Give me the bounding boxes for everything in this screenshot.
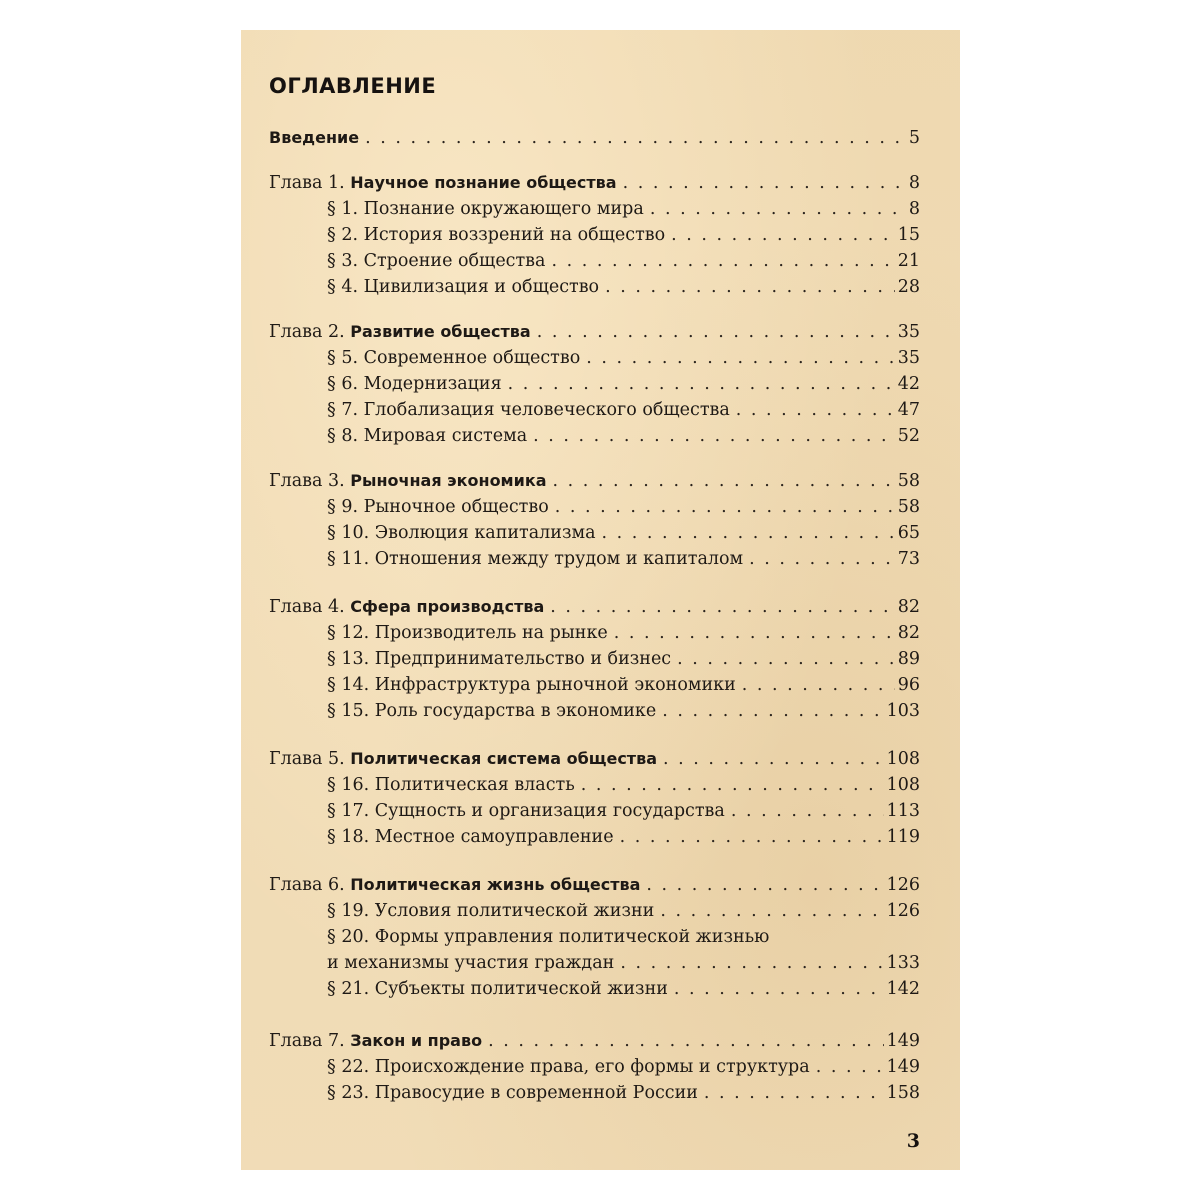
chapter-prefix: Глава 5. [269,749,351,769]
section-title: § 18. Местное самоуправление [327,827,614,847]
toc-section[interactable] [327,348,920,374]
dot-leader [736,400,895,420]
dot-leader [551,251,894,271]
toc-section[interactable] [327,701,920,727]
toc-page-number: 58 [897,471,920,491]
section-title: § 1. Познание окружающего мира [327,199,644,219]
dot-leader [533,426,895,446]
dot-leader [508,374,895,394]
toc-section[interactable] [327,549,920,575]
book-page [241,30,960,1170]
dot-leader [365,128,906,148]
dot-leader [816,1057,884,1077]
section-title: § 4. Цивилизация и общество [327,277,600,297]
dot-leader [674,979,884,999]
toc-page-number: 108 [886,775,920,795]
dot-leader [614,623,895,643]
toc-page-number: 21 [897,251,920,271]
section-title: § 19. Условия политической жизни [327,901,655,921]
chapter-title: Политическая система общества [350,749,657,768]
chapter-title: Рыночная экономика [350,471,547,490]
chapter-prefix: Глава 2. [269,322,351,342]
toc-section[interactable] [327,827,920,853]
toc-chapter[interactable] [269,1031,920,1057]
dot-leader [742,675,895,695]
section-title: § 13. Предпринимательство и бизнес [327,649,672,669]
dot-leader [704,1083,884,1103]
toc-page-number: 113 [886,801,920,821]
section-title: § 10. Эволюция капитализма [327,523,596,543]
toc-page-number: 149 [886,1031,920,1051]
section-title: § 15. Роль государства в экономике [327,701,657,721]
section-title-continued: и механизмы участия граждан [327,953,615,973]
toc-section[interactable] [327,675,920,701]
toc-page-number: 28 [897,277,920,297]
dot-leader [620,827,884,847]
dot-leader [605,277,895,297]
toc-section[interactable] [327,251,920,277]
toc-page-number: 82 [897,597,920,617]
toc-page-number: 149 [886,1057,920,1077]
dot-leader [749,549,895,569]
section-title: § 6. Модернизация [327,374,502,394]
toc-page-number: 82 [897,623,920,643]
section-title: § 8. Мировая система [327,426,528,446]
toc-page-number: 103 [886,701,920,721]
chapter-title: Закон и право [350,1031,483,1050]
toc-page-number: 126 [886,901,920,921]
section-title: § 7. Глобализация человеческого общества [327,400,730,420]
dot-leader [646,875,883,895]
toc-chapter[interactable] [269,875,920,901]
chapter-prefix: Глава 1. [269,173,351,193]
toc-section[interactable] [327,225,920,251]
dot-leader [581,775,884,795]
toc-chapter[interactable] [269,471,920,497]
toc-heading: ОГЛАВЛЕНИЕ [269,74,437,98]
chapter-title: Развитие общества [350,322,531,341]
chapter-prefix: Глава 3. [269,471,351,491]
toc-page-number: 142 [886,979,920,999]
toc-entry-title: Введение [269,128,360,147]
dot-leader [663,749,884,769]
section-title: § 9. Рыночное общество [327,497,549,517]
toc-chapter[interactable] [269,749,920,775]
page-number: 3 [906,1130,920,1152]
toc-page-number: 65 [897,523,920,543]
toc-page-number: 108 [886,749,920,769]
dot-leader [650,199,906,219]
section-title: § 5. Современное общество [327,348,581,368]
toc-section[interactable] [327,1057,920,1083]
toc-page-number: 96 [897,675,920,695]
chapter-prefix: Глава 6. [269,875,351,895]
section-title: § 12. Производитель на рынке [327,623,608,643]
toc-chapter[interactable] [269,597,920,623]
toc-chapter[interactable] [269,173,920,199]
dot-leader [602,523,895,543]
section-title: § 11. Отношения между трудом и капиталом [327,549,744,569]
toc-section[interactable] [327,649,920,675]
toc-page-number: 8 [908,199,920,219]
toc-page-number: 47 [897,400,920,420]
dot-leader [677,649,895,669]
section-title: § 17. Сущность и организация государства [327,801,725,821]
toc-section[interactable] [327,801,920,827]
toc-page-number: 58 [897,497,920,517]
chapter-prefix: Глава 7. [269,1031,351,1051]
section-title: § 22. Происхождение права, его формы и структура [327,1057,810,1077]
toc-section[interactable] [327,400,920,426]
toc-section[interactable] [327,1083,920,1109]
toc-page-number: 5 [908,128,920,148]
section-title: § 3. Строение общества [327,251,546,271]
toc-section[interactable] [327,374,920,400]
dot-leader [550,597,894,617]
toc-section[interactable] [327,979,920,1005]
toc-page-number: 15 [897,225,920,245]
toc-section[interactable] [327,953,920,979]
section-title: § 14. Инфраструктура рыночной экономики [327,675,736,695]
chapter-title: Политическая жизнь общества [350,875,641,894]
toc-page-number: 73 [897,549,920,569]
section-title: § 16. Политическая власть [327,775,575,795]
dot-leader [555,497,895,517]
dot-leader [537,322,895,342]
dot-leader [488,1031,884,1051]
dot-leader [731,801,884,821]
toc-section[interactable] [327,426,920,452]
dot-leader [553,471,895,491]
section-title[interactable]: § 20. Формы управления политической жизнью [327,927,770,947]
dot-leader [660,901,883,921]
section-title: § 23. Правосудие в современной России [327,1083,698,1103]
dot-leader [671,225,895,245]
toc-section[interactable] [327,277,920,303]
section-title: § 21. Субъекты политической жизни [327,979,668,999]
toc-page-number: 8 [908,173,920,193]
toc-section[interactable] [327,775,920,801]
toc-page-number: 35 [897,348,920,368]
toc-entry-intro[interactable] [269,128,920,154]
toc-section[interactable] [327,901,920,927]
toc-section[interactable] [327,199,920,225]
dot-leader [586,348,894,368]
toc-section[interactable] [327,497,920,523]
toc-page-number: 42 [897,374,920,394]
toc-page-number: 133 [886,953,920,973]
toc-page-number: 158 [886,1083,920,1103]
toc-page-number: 52 [897,426,920,446]
chapter-title: Научное познание общества [350,173,617,192]
dot-leader [623,173,906,193]
toc-chapter[interactable] [269,322,920,348]
section-title: § 2. История воззрений на общество [327,225,666,245]
toc-page-number: 89 [897,649,920,669]
chapter-prefix: Глава 4. [269,597,351,617]
dot-leader [662,701,883,721]
toc-section[interactable] [327,623,920,649]
toc-page-number: 35 [897,322,920,342]
toc-page-number: 119 [886,827,920,847]
chapter-title: Сфера производства [350,597,545,616]
toc-page-number: 126 [886,875,920,895]
toc-section[interactable] [327,523,920,549]
dot-leader [620,953,883,973]
